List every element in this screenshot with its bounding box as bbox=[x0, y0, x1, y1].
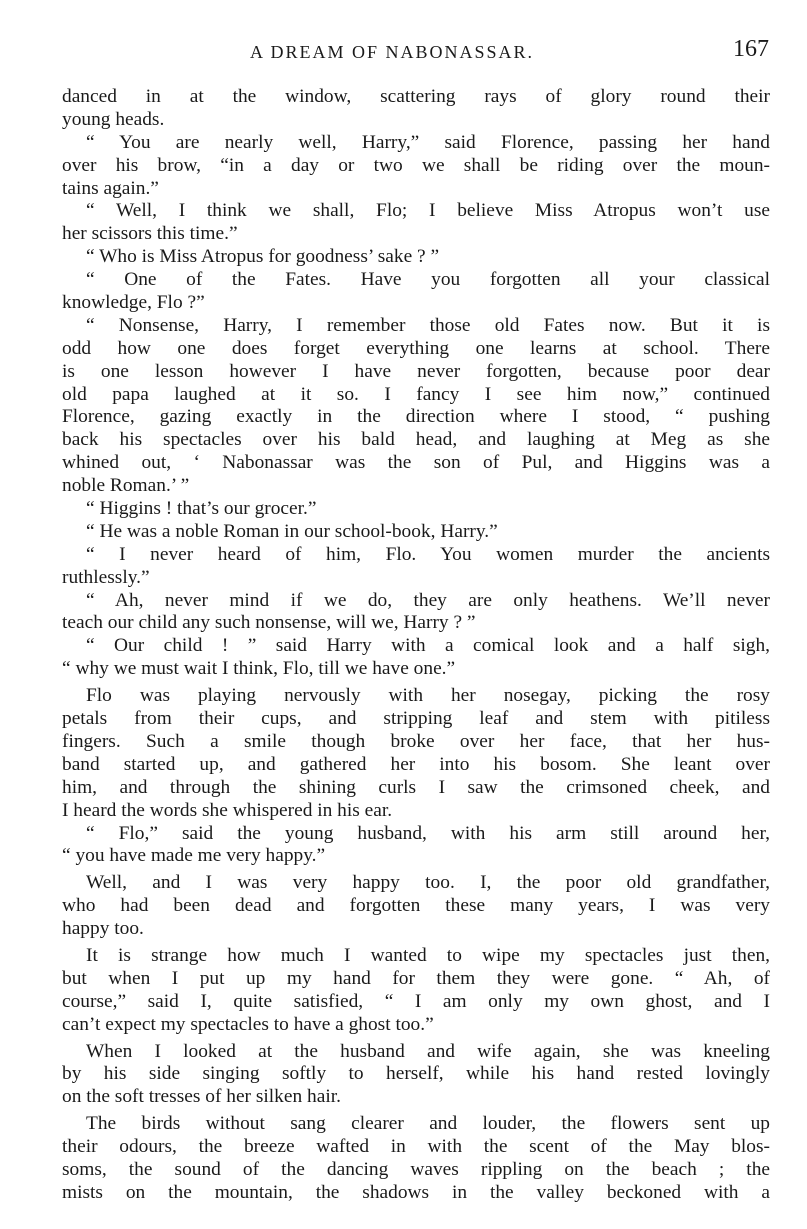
text-line: “ You are nearly well, Harry,” said Florence, passing her hand bbox=[86, 131, 770, 153]
text-line: “ He was a noble Roman in our school-book, Harry.” bbox=[86, 520, 498, 542]
text-line: by his side singing softly to herself, while his hand rested lovingly bbox=[62, 1063, 770, 1085]
text-line: “ Who is Miss Atropus for goodness’ sake ? ” bbox=[86, 246, 440, 268]
text-line: Florence, gazing exactly in the direction where I stood, “ pushing bbox=[62, 406, 770, 428]
text-line: over his brow, “in a day or two we shall be riding over the moun- bbox=[62, 154, 770, 176]
text-line: “ Higgins ! that’s our grocer.” bbox=[86, 498, 317, 520]
text-line: “ I never heard of him, Flo. You women murder the ancients bbox=[86, 543, 770, 565]
text-line: on the soft tresses of her silken hair. bbox=[62, 1086, 341, 1108]
body-text bbox=[62, 86, 770, 1205]
text-line: young heads. bbox=[62, 108, 165, 130]
text-line: tains again.” bbox=[62, 177, 159, 199]
text-line: can’t expect my spectacles to have a ghost too.” bbox=[62, 1013, 434, 1035]
text-line: “ Nonsense, Harry, I remember those old Fates now. But it is bbox=[86, 314, 770, 336]
text-line: back his spectacles over his bald head, and laughing at Meg as she bbox=[62, 429, 770, 451]
text-line: “ you have made me very happy.” bbox=[62, 845, 326, 867]
text-line: Well, and I was very happy too. I, the poor old grandfather, bbox=[86, 872, 770, 894]
text-line: “ One of the Fates. Have you forgotten all your classical bbox=[86, 269, 770, 291]
text-line: “ Ah, never mind if we do, they are only heathens. We’ll never bbox=[86, 589, 770, 611]
text-line: petals from their cups, and stripping leaf and stem with pitiless bbox=[62, 708, 770, 730]
text-line: soms, the sound of the dancing waves rippling on the beach ; the bbox=[62, 1158, 770, 1180]
text-line: her scissors this time.” bbox=[62, 223, 238, 245]
text-line: The birds without sang clearer and louder, the flowers sent up bbox=[86, 1113, 770, 1135]
text-line: mists on the mountain, the shadows in the valley beckoned with a bbox=[62, 1181, 770, 1203]
text-line: him, and through the shining curls I saw the crimsoned cheek, and bbox=[62, 776, 770, 798]
text-line: danced in at the window, scattering rays of glory round their bbox=[62, 86, 770, 107]
running-header bbox=[0, 36, 807, 66]
text-line: “ why we must wait I think, Flo, till we have one.” bbox=[62, 658, 456, 680]
text-line: old papa laughed at it so. I fancy I see him now,” continued bbox=[62, 383, 770, 405]
text-line: but when I put up my hand for them they were gone. “ Ah, of bbox=[62, 967, 770, 989]
text-line: knowledge, Flo ?” bbox=[62, 292, 205, 314]
text-line: “ Our child ! ” said Harry with a comical look and a half sigh, bbox=[86, 635, 770, 657]
text-line: odd how one does forget everything one learns at school. There bbox=[62, 337, 770, 359]
page-number: 167 bbox=[733, 36, 769, 62]
text-line: course,” said I, quite satisfied, “ I am only my own ghost, and I bbox=[62, 990, 770, 1012]
text-line: It is strange how much I wanted to wipe my spectacles just then, bbox=[86, 944, 770, 966]
text-line: is one lesson however I have never forgotten, because poor dear bbox=[62, 360, 770, 382]
text-line: happy too. bbox=[62, 918, 144, 940]
running-title: A DREAM OF NABONASSAR. bbox=[250, 42, 535, 62]
text-line: When I looked at the husband and wife again, she was kneeling bbox=[86, 1040, 770, 1062]
text-line: band started up, and gathered her into his bosom. She leant over bbox=[62, 753, 770, 775]
text-line: who had been dead and forgotten these many years, I was very bbox=[62, 895, 770, 917]
text-line: I heard the words she whispered in his ear. bbox=[62, 799, 393, 821]
text-line: ruthlessly.” bbox=[62, 566, 150, 588]
text-line: “ Flo,” said the young husband, with his arm still around her, bbox=[86, 822, 770, 844]
text-line: whined out, ‘ Nabonassar was the son of Pul, and Higgins was a bbox=[62, 452, 770, 474]
text-line: fingers. Such a smile though broke over her face, that her hus- bbox=[62, 730, 770, 752]
text-line: Flo was playing nervously with her nosegay, picking the rosy bbox=[86, 685, 770, 707]
text-line: teach our child any such nonsense, will we, Harry ? ” bbox=[62, 612, 476, 634]
text-line: their odours, the breeze wafted in with the scent of the May blos- bbox=[62, 1136, 770, 1158]
text-line: “ Well, I think we shall, Flo; I believe Miss Atropus won’t use bbox=[86, 200, 770, 222]
text-line: noble Roman.’ ” bbox=[62, 475, 190, 497]
